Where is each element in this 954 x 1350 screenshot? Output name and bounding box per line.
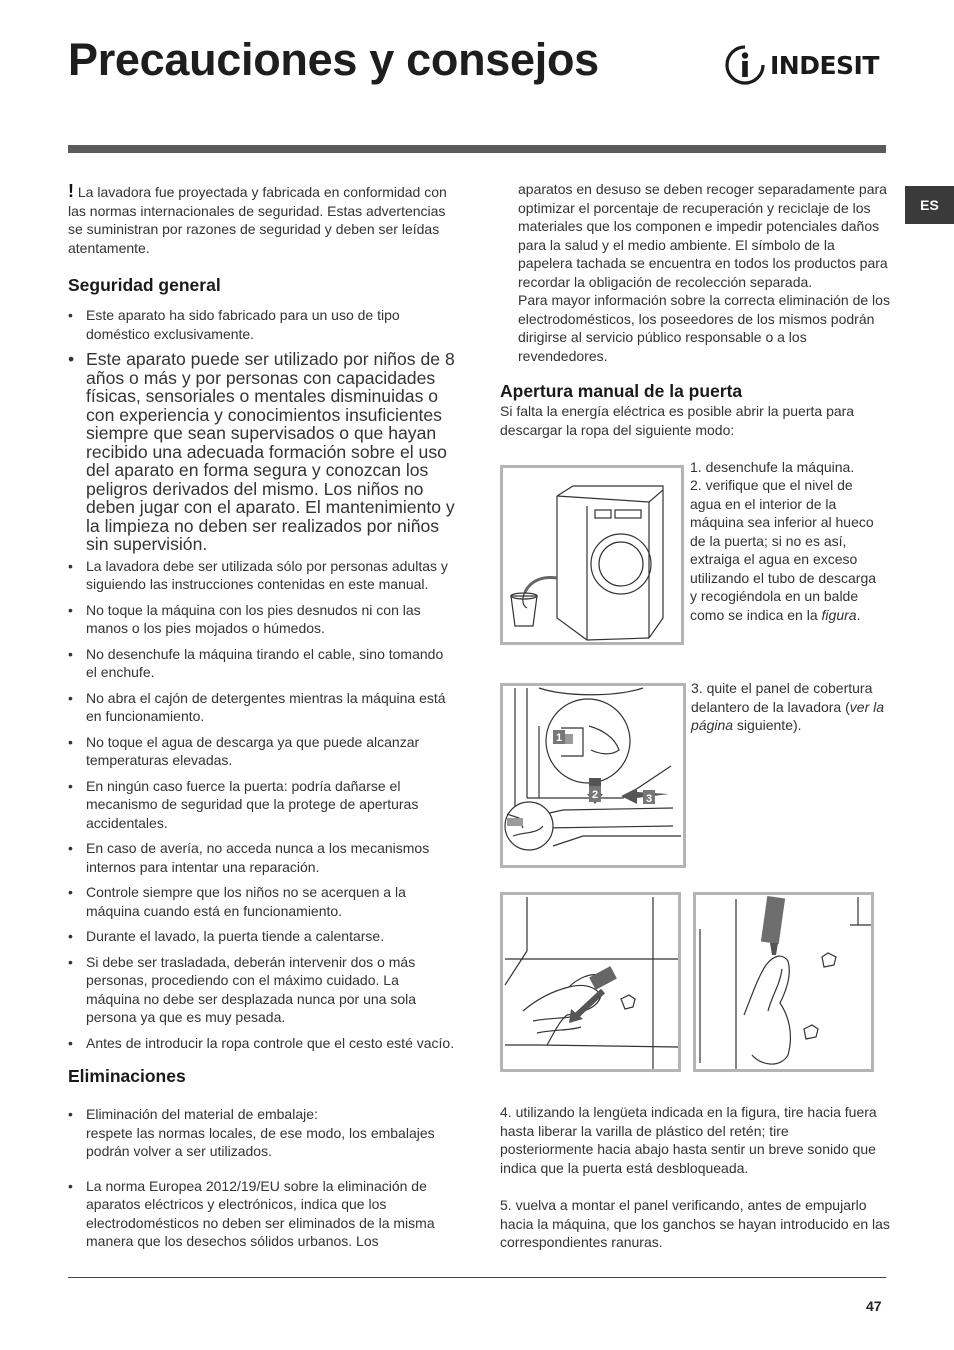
callout-1: 1: [556, 732, 563, 744]
apertura-intro: Si falta la energía eléctrica es posible abrir la puerta para descargar la ropa del siguiente modo:: [500, 403, 855, 438]
step-4-text: 4. utilizando la lengüeta indicada en la figura, tire hacia fuera hasta liberar la varilla de plástico del retén; tire posteriormente hacia abajo hasta sentir un breve sonido que indica que la puerta está desbloqueada.: [500, 1104, 877, 1176]
brand-name: INDESIT: [770, 50, 879, 80]
list-item: • En caso de avería, no acceda nunca a los mecanismos internos para intentar una reparación.: [68, 839, 456, 876]
step-2-text: 2. verifique que el nivel de agua en el interior de la máquina sea inferior al hueco de la puerta; si no es así, extraiga el agua en exceso utilizando el tubo de descarga y recogiéndola en un balde como se indica en la figura.: [690, 477, 877, 623]
callout-2: 2: [592, 789, 599, 801]
info-i-icon: [724, 44, 766, 86]
figure-remove-panel: [500, 683, 686, 868]
right-column: [500, 180, 890, 439]
list-item: • Durante el lavado, la puerta tiende a calentarse.: [68, 927, 456, 946]
list-item: • Si debe ser trasladada, deberán intervenir dos o más personas, procediendo con el máximo cuidado. La máquina no debe ser desplazada nunca por una sola persona ya que es muy pesada.: [68, 953, 456, 1027]
washing-machine-illustration: [503, 468, 681, 642]
figure-drain-water: [500, 465, 684, 645]
seguridad-list: [68, 306, 456, 1052]
list-item: • Eliminación del material de embalaje: respete las normas locales, de ese modo, los embalajes podrán volver a ser utilizados.: [68, 1105, 456, 1161]
list-item: • La lavadora debe ser utilizada sólo por personas adultas y siguiendo las instrucciones contenidas en este manual.: [68, 557, 456, 594]
list-item: • No toque la máquina con los pies desnudos ni con las manos o los pies mojados o húmedos.: [68, 601, 456, 638]
pull-tab-illustration: [503, 895, 678, 1069]
figure-pull-tab: [500, 892, 681, 1072]
list-item: • La norma Europea 2012/19/EU sobre la eliminación de aparatos eléctricos y electrónicos, indica que los electrodomésticos no deben ser eliminados de la misma manera que los desechos sólidos urbanos. Los: [68, 1177, 456, 1251]
section-heading-eliminaciones: Eliminaciones: [68, 1066, 186, 1086]
callout-3: 3: [646, 793, 653, 805]
eliminaciones-more-info: Para mayor información sobre la correcta eliminación de los electrodomésticos, los poseedores de los mismos podrán dirigirse al servicio público responsable o a los revendedores.: [518, 292, 890, 364]
list-item: • Este aparato ha sido fabricado para un uso de tipo doméstico exclusivamente.: [68, 306, 456, 343]
figure-pull-down: [693, 892, 874, 1072]
step-5-text: 5. vuelva a montar el panel verificando, antes de empujarlo hacia la máquina, que los ganchos se hayan introducido en las correspondientes ranuras.: [500, 1197, 890, 1250]
footer-rule: [68, 1277, 886, 1278]
list-item: • En ningún caso fuerce la puerta: podría dañarse el mecanismo de seguridad que la protege de aperturas accidentales.: [68, 777, 456, 833]
eliminaciones-continued: aparatos en desuso se deben recoger separadamente para optimizar el porcentaje de recuperación y reciclaje de los materiales que los componen e impedir potenciales daños para la salud y el medio ambiente. El símbolo de la papelera tachada se encuentra en todos los productos para recordar la obligación de recolección separada.: [518, 181, 888, 290]
page-title: Precauciones y consejos: [68, 34, 599, 85]
panel-removal-illustration: [503, 686, 683, 865]
brand-logo: [724, 42, 889, 88]
list-item: • No toque el agua de descarga ya que puede alcanzar temperaturas elevadas.: [68, 733, 456, 770]
step-1-text: 1. desenchufe la máquina.: [690, 459, 855, 475]
list-item: • Este aparato puede ser utilizado por niños de 8 años o más y por personas con capacidades físicas, sensoriales o mentales disminuidas o con experiencia y conocimientos insuficientes siempre que sean supervisados o que hayan recibido una adecuada formación sobre el uso del aparato en forma segura y conozcan los peligros derivados del mismo. Los niños no deben jugar con el aparato. El mantenimiento y la limpieza no deben ser realizados por niños sin supervisión.: [68, 350, 456, 554]
left-column: [68, 182, 456, 1258]
page-number: 47: [866, 1298, 882, 1314]
warning-mark: !: [68, 181, 74, 201]
language-tab: ES: [905, 186, 954, 224]
list-item: • No desenchufe la máquina tirando el cable, sino tomando el enchufe.: [68, 645, 456, 682]
eliminaciones-list: [68, 1105, 456, 1251]
list-item: • No abra el cajón de detergentes mientras la máquina está en funcionamiento.: [68, 689, 456, 726]
step-3-text: 3. quite el panel de cobertura delantero de la lavadora (ver la página siguiente).: [691, 680, 885, 733]
intro-paragraph: ! La lavadora fue proyectada y fabricada en conformidad con las normas internacionales de seguridad. Estas advertencias se suministran por razones de seguridad y deben ser leídas atentamente.: [68, 181, 447, 256]
header-rule: [68, 145, 886, 153]
pull-down-illustration: [696, 895, 871, 1069]
list-item: • Controle siempre que los niños no se acerquen a la máquina cuando está en funcionamiento.: [68, 883, 456, 920]
list-item: • Antes de introducir la ropa controle que el cesto esté vacío.: [68, 1034, 456, 1053]
section-heading-seguridad: Seguridad general: [68, 275, 221, 295]
section-heading-apertura: Apertura manual de la puerta: [500, 381, 743, 401]
